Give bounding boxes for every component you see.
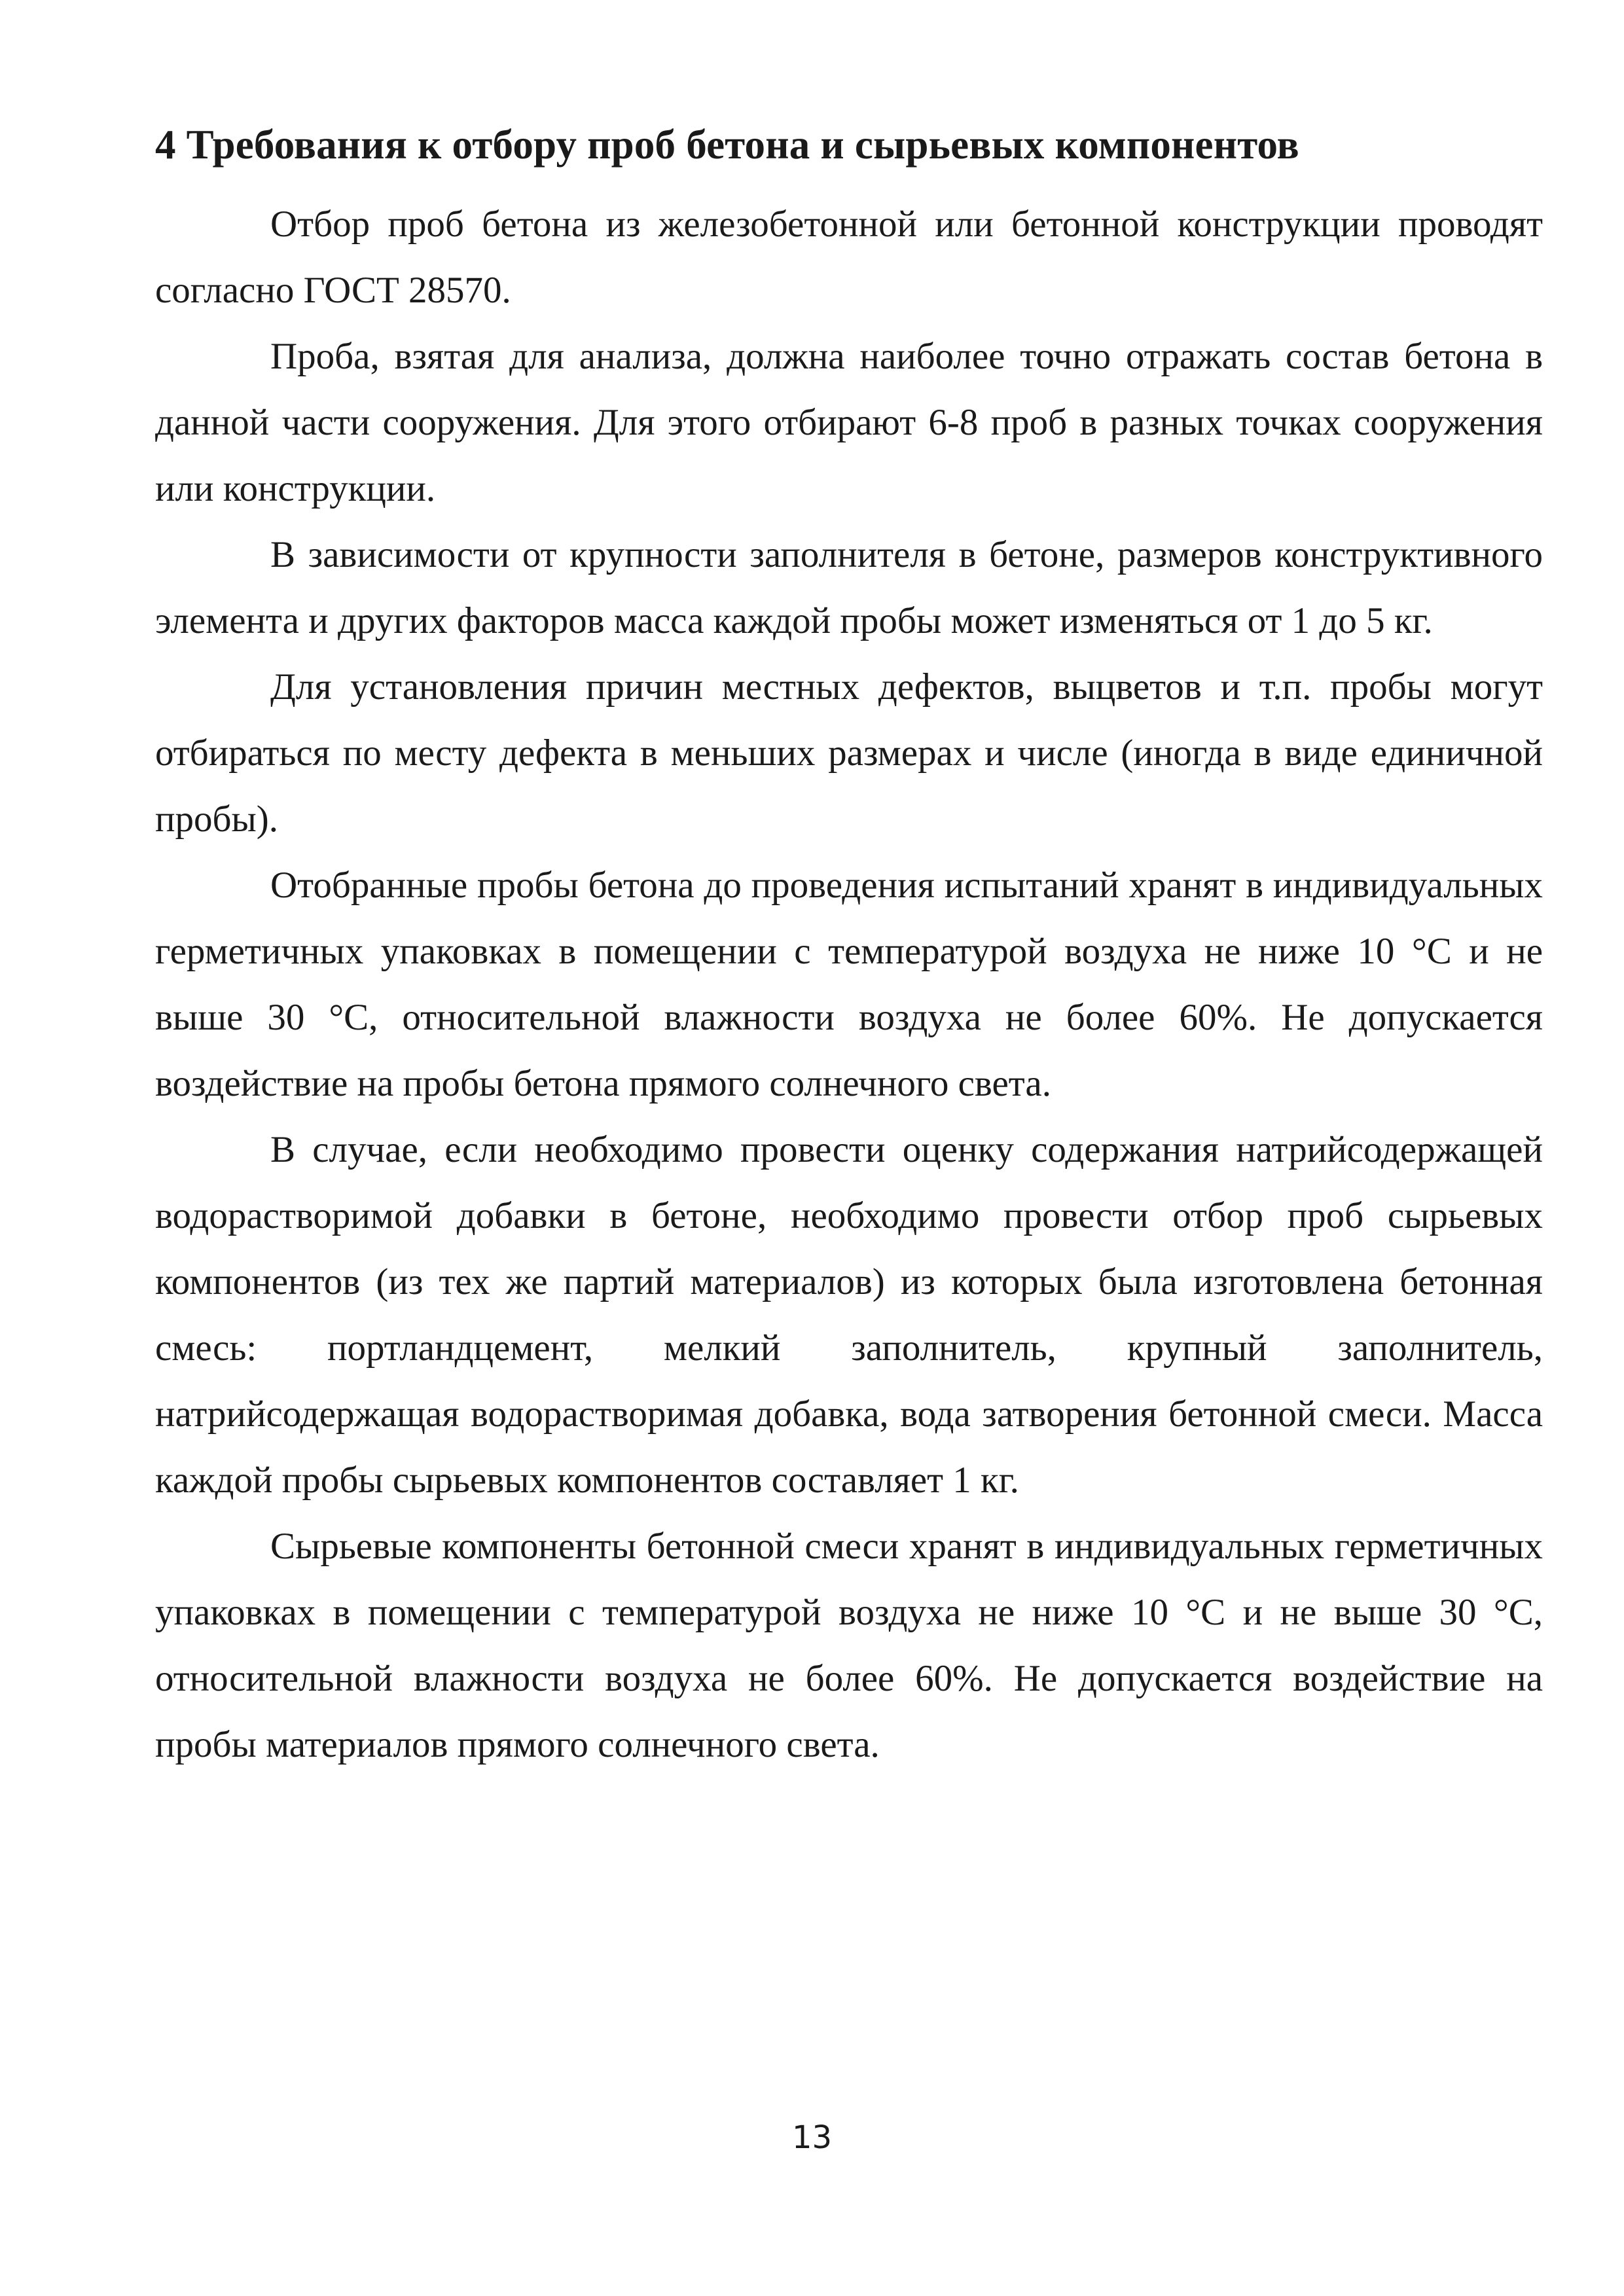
section-heading: 4 Требования к отбору проб бетона и сырьевых компонентов xyxy=(155,122,1299,168)
paragraph-sample-storage: Отобранные пробы бетона до проведения испытаний хранят в индивидуальных герметичных упаковках в помещении с температурой воздуха не ниже 10 °С и не выше 30 °С, относительной влажности воздуха не более 60%. Не допускается воздействие на пробы бетона прямого солнечного света. xyxy=(155,865,1543,1104)
paragraph-sample-representativeness: Проба, взятая для анализа, должна наиболее точно отражать состав бетона в данной части сооружения. Для этого отбирают 6-8 проб в разных точках сооружения или конструкции. xyxy=(155,336,1543,509)
paragraph-defect-sampling: Для установления причин местных дефектов, выцветов и т.п. пробы могут отбираться по месту дефекта в меньших размерах и числе (иногда в виде единичной пробы). xyxy=(155,666,1543,840)
page-number: 13 xyxy=(791,2119,833,2156)
page-content xyxy=(155,115,1543,1778)
paragraph-raw-components: В случае, если необходимо провести оценку содержания натрийсодержащей водорастворимой добавки в бетоне, необходимо провести отбор проб сырьевых компонентов (из тех же партий материалов) из которых была изготовлена бетонная смесь: портландцемент, мелкий заполнитель, крупный заполнитель, натрийсодержащая водорастворимая добавка, вода затворения бетонной смеси. Масса каждой пробы сырьевых компонентов составляет 1 кг. xyxy=(155,1129,1543,1501)
paragraph-raw-storage: Сырьевые компоненты бетонной смеси хранят в индивидуальных герметичных упаковках в помещении с температурой воздуха не ниже 10 °С и не выше 30 °С, относительной влажности воздуха не более 60%. Не допускается воздействие на пробы материалов прямого солнечного света. xyxy=(155,1526,1543,1765)
paragraph-sample-mass: В зависимости от крупности заполнителя в бетоне, размеров конструктивного элемента и других факторов масса каждой пробы может изменяться от 1 до 5 кг. xyxy=(155,534,1543,641)
paragraph-sampling-standard: Отбор проб бетона из железобетонной или бетонной конструкции проводят согласно ГОСТ 28570. xyxy=(155,204,1543,311)
